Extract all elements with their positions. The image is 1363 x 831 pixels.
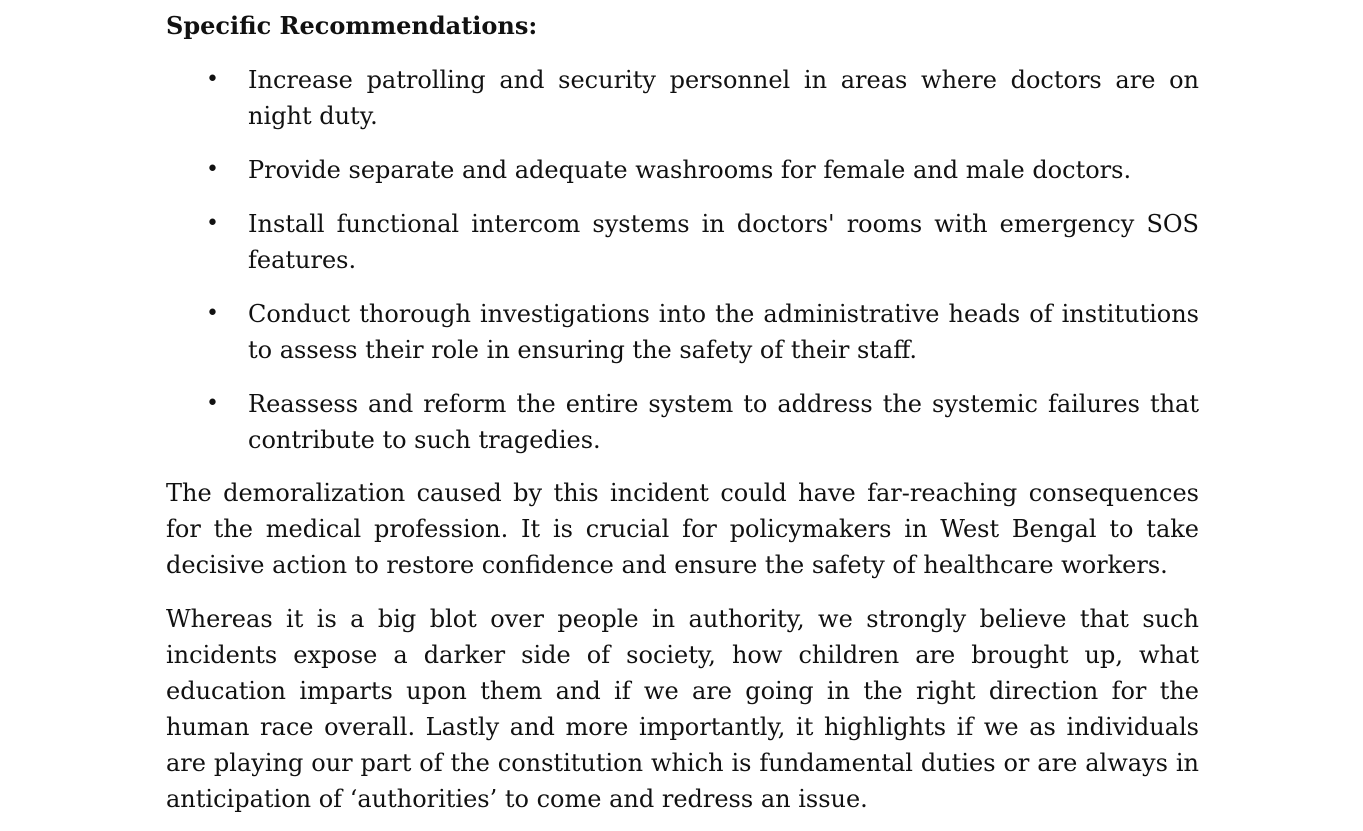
list-item-text: Install functional intercom systems in doctors' rooms with emergency SOS features. [248,210,1199,274]
list-item [166,296,1199,368]
document-page [166,6,1199,817]
recommendations-list [166,62,1199,458]
list-item [166,152,1199,188]
section-heading: Specific Recommendations: [166,11,538,40]
bullet-icon: • [206,67,219,92]
list-item [166,62,1199,134]
list-item [166,206,1199,278]
bullet-icon: • [206,157,219,182]
bullet-icon: • [206,391,219,416]
bullet-icon: • [206,211,219,236]
body-paragraph: Whereas it is a big blot over people in authority, we strongly believe that such incidents expose a darker side of society, how children are brought up, what education imparts upon them and if we are going in the right direction for the human race overall. Lastly and more importantly, it highlights if we as individuals are playing our part of the constitution which is fundamental duties or are always in anticipation of ‘authorities’ to come and redress an issue. [166,605,1199,813]
list-item-text: Provide separate and adequate washrooms for female and male doctors. [248,156,1132,184]
list-item [166,386,1199,458]
body-paragraph: The demoralization caused by this incident could have far-reaching consequences for the medical profession. It is crucial for policymakers in West Bengal to take decisive action to restore confidence and ensure the safety of healthcare workers. [166,479,1199,579]
list-item-text: Conduct thorough investigations into the administrative heads of institutions to assess their role in ensuring the safety of their staff. [248,300,1199,364]
bullet-icon: • [206,301,219,326]
list-item-text: Increase patrolling and security personnel in areas where doctors are on night duty. [248,66,1199,130]
list-item-text: Reassess and reform the entire system to address the systemic failures that contribute to such tragedies. [248,390,1199,454]
